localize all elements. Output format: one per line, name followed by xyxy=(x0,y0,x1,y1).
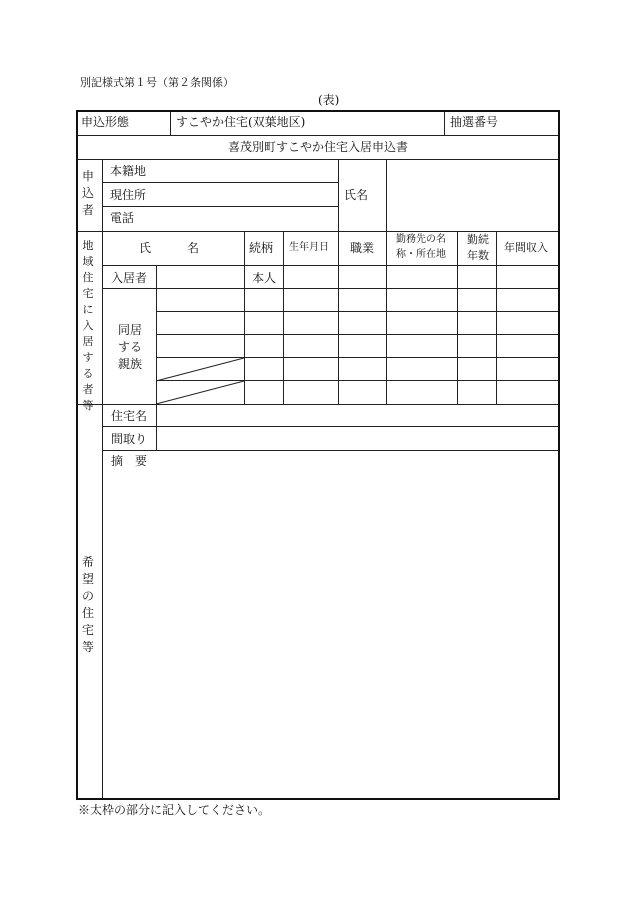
form-reference: 別記様式第１号（第２条関係） xyxy=(80,76,234,89)
col-income-header: 年間収入 xyxy=(504,241,548,254)
bold-frame xyxy=(76,110,560,800)
col-workplace-header-2: 称・所在地 xyxy=(396,249,446,260)
house-name-label: 住宅名 xyxy=(111,409,148,423)
remarks-label: 摘 要 xyxy=(111,454,148,468)
layout-label: 間取り xyxy=(111,432,148,446)
phone-label: 電話 xyxy=(110,211,135,225)
col-occupation-header: 職業 xyxy=(350,241,375,255)
applicant-section-label: 申込者 xyxy=(81,169,94,217)
occupant-relation: 本人 xyxy=(252,271,277,285)
address-label: 現住所 xyxy=(110,188,147,202)
col-tenure-header-2: 年数 xyxy=(467,249,489,262)
family-label-1: 同居 xyxy=(118,323,143,337)
application-type-value[interactable]: すこやか住宅(双葉地区) xyxy=(176,115,306,129)
lottery-number-label: 抽選番号 xyxy=(450,115,499,129)
family-label-3: 親族 xyxy=(118,357,143,371)
desired-section-label: 希望の住宅等 xyxy=(81,555,94,654)
domicile-label: 本籍地 xyxy=(110,164,147,178)
occupant-label: 入居者 xyxy=(111,271,148,285)
family-label-2: する xyxy=(118,340,143,354)
col-tenure-header-1: 勤続 xyxy=(467,233,489,246)
form-title: 喜茂別町すこやか住宅入居申込書 xyxy=(227,140,408,154)
side-label: (表) xyxy=(318,93,340,107)
residents-section-label: 地域住宅に入居する者等 xyxy=(82,239,94,412)
col-birth-header: 生年月日 xyxy=(289,242,329,253)
col-name-header: 氏 名 xyxy=(139,241,200,255)
footer-note: ※太枠の部分に記入してください。 xyxy=(78,803,271,817)
col-workplace-header-1: 勤務先の名 xyxy=(396,234,446,245)
col-relation-header: 続柄 xyxy=(249,241,274,255)
application-type-label: 申込形態 xyxy=(81,115,130,129)
applicant-name-label: 氏名 xyxy=(344,188,369,202)
